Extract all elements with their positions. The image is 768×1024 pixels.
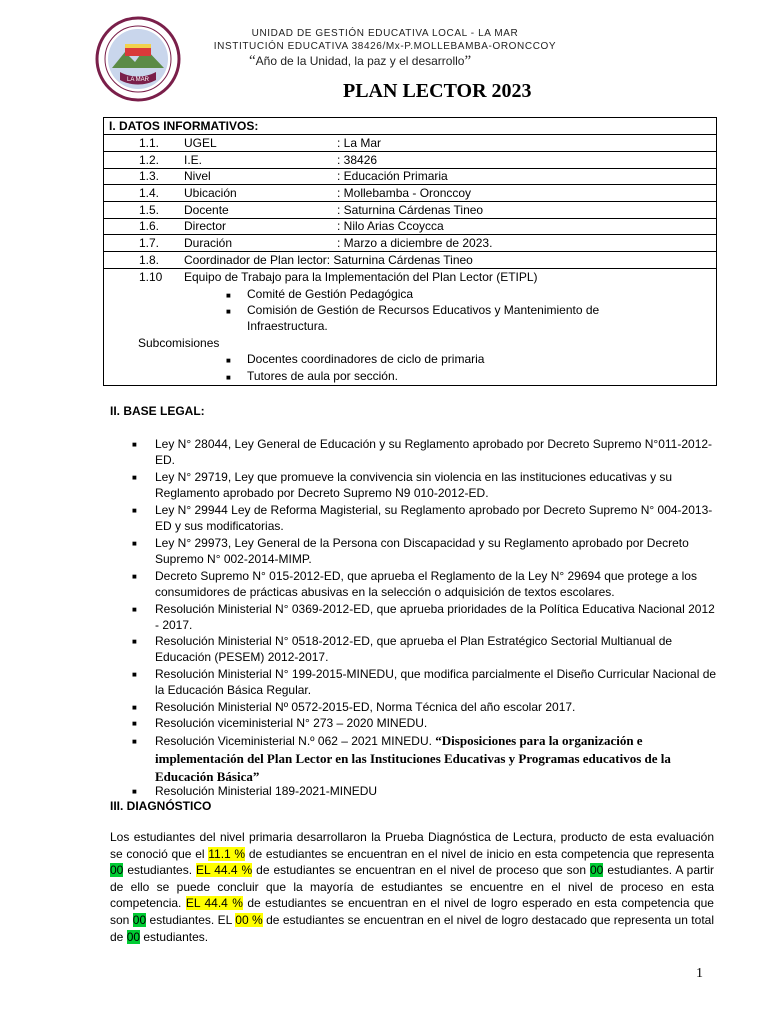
coordinador-row: Coordinador de Plan lector: Saturnina Cárdenas Tineo xyxy=(184,253,473,267)
datos-section-title: I. DATOS INFORMATIVOS: xyxy=(109,119,259,133)
row-label: Docente xyxy=(184,203,229,217)
row-value: : Marzo a diciembre de 2023. xyxy=(337,236,493,250)
list-item: Resolución viceministerial N° 273 – 2020 MINEDU. xyxy=(155,716,428,730)
highlight-percent: 00 % xyxy=(235,912,263,927)
row-value: : Mollebamba - Oronccoy xyxy=(337,186,472,200)
row-num: 1.4. xyxy=(139,186,160,200)
row-value: : La Mar xyxy=(337,136,382,150)
list-item: Comisión de Gestión de Recursos Educativos y Mantenimiento de xyxy=(247,303,600,317)
datos-informativos-table xyxy=(103,117,717,386)
row-value: : 38426 xyxy=(337,153,378,167)
highlight-count: 00 xyxy=(590,863,604,878)
list-item: Resolución Ministerial Nº 0572-2015-ED, Norma Técnica del año escolar 2017. xyxy=(155,700,576,714)
row-value: : Saturnina Cárdenas Tineo xyxy=(337,203,484,217)
bullet-icon: ■ xyxy=(226,291,231,300)
bullet-icon: ■ xyxy=(132,440,137,449)
row-num: 1.3. xyxy=(139,169,160,183)
highlight-count: 00 xyxy=(110,863,124,878)
diagnostico-paragraph: Los estudiantes del nivel primaria desarrollaron la Prueba Diagnóstica de Lectura, producto de esta evaluación se conoció que el 11.1 % de estudiantes se encuentran en el nivel de inicio en esta competencia que representa 00 estudiantes. EL 44.4 % de estudiantes se encuentran en el nivel de proceso que son 00 estudiantes. A partir de ello se puede concluir que la mayoría de estudiantes se encuentre en el nivel de proceso en esta competencia. EL 44.4 % de estudiantes se encuentran en el nivel de logro esperado en esta competencia que son 00 estudiantes. EL 00 % de estudiantes se encuentran en el nivel de logro destacado que representa un total de 00 estudiantes. xyxy=(110,830,715,944)
row-num: 1.2. xyxy=(139,153,160,167)
row-label: Nivel xyxy=(184,169,211,183)
bullet-icon: ■ xyxy=(132,787,137,796)
list-item: Decreto Supremo N° 015-2012-ED, que aprueba el Reglamento de la Ley N° 29694 que protege a los consumidores de prácticas abusivas en la selección o adquisición de textos escolares. xyxy=(155,569,697,599)
list-item: Comité de Gestión Pedagógica xyxy=(247,287,414,301)
bullet-icon: ■ xyxy=(132,572,137,581)
equipo-trabajo-row: Equipo de Trabajo para la Implementación del Plan Lector (ETIPL) xyxy=(184,270,538,284)
list-item-continuation: Infraestructura. xyxy=(247,319,328,333)
row-num: 1.10 xyxy=(139,270,163,284)
bullet-icon: ■ xyxy=(132,703,137,712)
list-item: Resolución Ministerial N° 0369-2012-ED, que aprueba prioridades de la Política Educativa Nacional 2012 - 2017. xyxy=(155,602,715,632)
bullet-icon: ■ xyxy=(132,539,137,548)
header-line-1: UNIDAD DE GESTIÓN EDUCATIVA LOCAL - LA MAR xyxy=(251,28,519,39)
list-item: Ley N° 29944 Ley de Reforma Magisterial, su Reglamento aprobado por Decreto Supremo N° 004-2013-ED y sus modificatorias. xyxy=(155,503,713,533)
row-num: 1.5. xyxy=(139,203,160,217)
row-label: Ubicación xyxy=(184,186,237,200)
bullet-icon: ■ xyxy=(132,637,137,646)
list-item: Resolución Ministerial 189-2021-MINEDU xyxy=(155,784,378,798)
row-num: 1.1. xyxy=(139,136,160,150)
row-value: : Nilo Arias Ccoycca xyxy=(337,219,444,233)
row-label: I.E. xyxy=(184,153,203,167)
bullet-icon: ■ xyxy=(226,356,231,365)
highlight-percent: 11.1 % xyxy=(208,846,246,861)
bullet-icon: ■ xyxy=(132,719,137,728)
header-motto: “Año de la Unidad, la paz y el desarrollo” xyxy=(249,53,472,69)
institution-logo xyxy=(95,16,181,102)
list-item: Ley N° 29973, Ley General de la Persona con Discapacidad y su Reglamento aprobado por Decreto Supremo N° 002-2014-MIMP. xyxy=(155,536,689,566)
row-num: 1.7. xyxy=(139,236,160,250)
list-item: Tutores de aula por sección. xyxy=(247,369,398,383)
document-title: PLAN LECTOR 2023 xyxy=(343,80,532,102)
list-item: Resolución Ministerial N° 199-2015-MINEDU, que modifica parcialmente el Diseño Curricular Nacional de la Educación Básica Regular. xyxy=(155,667,717,697)
row-num: 1.8. xyxy=(139,253,160,267)
base-legal-title: II. BASE LEGAL: xyxy=(110,404,205,418)
highlight-count: 00 xyxy=(132,912,147,927)
diagnostico-title: III. DIAGNÓSTICO xyxy=(110,799,212,813)
subcomisiones-label: Subcomisiones xyxy=(138,336,220,350)
bullet-icon: ■ xyxy=(226,307,231,316)
list-item: Resolución Viceministerial N.º 062 – 2021 MINEDU. “Disposiciones para la organización e implementación del Plan Lector en las Instituciones Educativas y Programas educativos de la Educación Básica” xyxy=(155,733,671,784)
row-label: Director xyxy=(184,219,227,233)
highlight-percent: EL 44.4 % xyxy=(196,863,253,878)
bullet-icon: ■ xyxy=(132,605,137,614)
bullet-icon: ■ xyxy=(226,373,231,382)
highlight-count: 00 xyxy=(126,929,141,944)
row-label: Duración xyxy=(184,236,233,250)
bullet-icon: ■ xyxy=(132,473,137,482)
list-item: Ley N° 29719, Ley que promueve la convivencia sin violencia en las instituciones educativas y su Reglamento aprobado por Decreto Supremo N9 010-2012-ED. xyxy=(155,470,673,500)
page-number: 1 xyxy=(696,966,703,981)
list-item: Ley N° 28044, Ley General de Educación y su Reglamento aprobado por Decreto Supremo N°011-2012-ED. xyxy=(155,437,713,467)
list-item: Resolución Ministerial N° 0518-2012-ED, que aprueba el Plan Estratégico Sectorial Multianual de Educación (PESEM) 2012-2017. xyxy=(155,634,673,664)
bullet-icon: ■ xyxy=(132,506,137,515)
header-line-2: INSTITUCIÓN EDUCATIVA 38426/Mx-P.MOLLEBAMBA-ORONCCOY xyxy=(213,41,557,52)
row-value: : Educación Primaria xyxy=(337,169,448,183)
list-item: Docentes coordinadores de ciclo de primaria xyxy=(247,352,485,366)
svg-text:LA MAR: LA MAR xyxy=(126,77,150,83)
bullet-icon: ■ xyxy=(132,670,137,679)
row-num: 1.6. xyxy=(139,219,160,233)
row-label: UGEL xyxy=(184,136,217,150)
highlight-percent: EL 44.4 % xyxy=(185,896,243,911)
bullet-icon: ■ xyxy=(132,737,137,746)
